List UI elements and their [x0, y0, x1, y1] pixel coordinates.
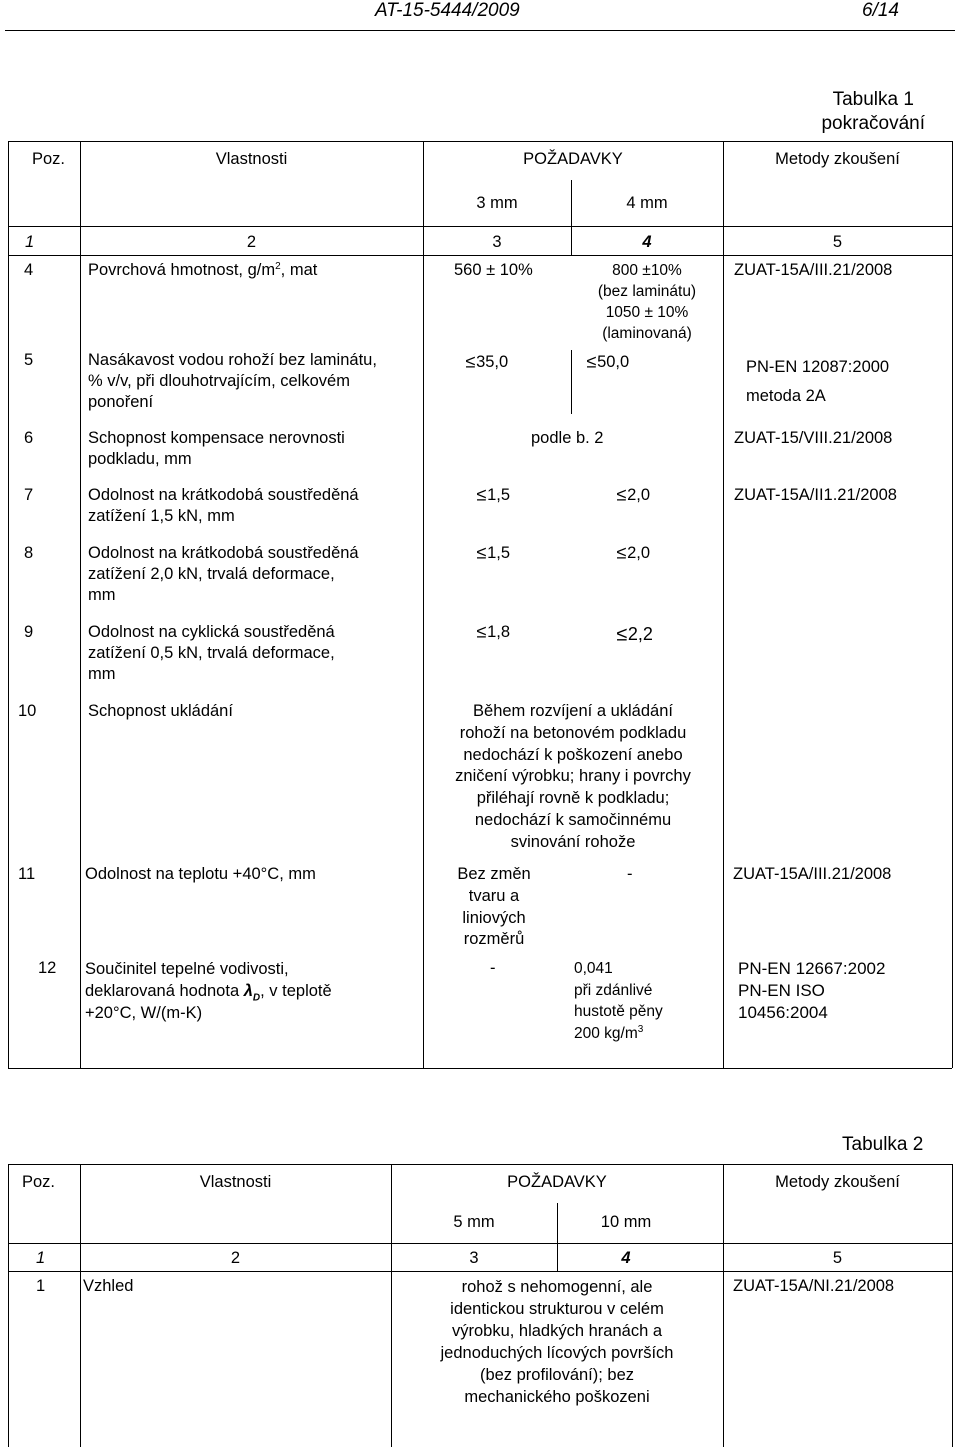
t1-row12-property: Součinitel tepelné vodivosti, deklarovaná hodnota $\lambda_D$, v teplotě +20°C, W/(m-K) — [85, 960, 332, 1022]
t2-rule-col1 — [80, 1164, 81, 1447]
t2-rule-header — [8, 1243, 952, 1244]
t1-row5-property: Nasákavost vodou rohoží bez laminátu, % v/v, při dlouhotrvajícím, celkovém ponoření — [88, 351, 377, 411]
t1-row9-value-4mm: ≤ 2,2 — [617, 624, 653, 645]
t2-colnum-5: 5 — [832, 1249, 843, 1267]
t2-colnum-2: 2 — [230, 1249, 241, 1267]
t1-colnum-2: 2 — [246, 233, 257, 251]
t1-header-3mm: 3 mm — [476, 194, 518, 212]
table2-caption: Tabulka 2 — [842, 1134, 924, 1155]
t1-colnum-1: 1 — [25, 233, 35, 251]
t1-rule-col1 — [80, 141, 81, 1068]
t1-colnum-3: 3 — [492, 233, 502, 251]
t1-rule-col4 — [723, 141, 724, 1068]
t1-header-properties: Vlastnosti — [215, 150, 288, 168]
t1-rule-top — [8, 141, 952, 142]
t1-row12-value-4mm: 0,041 při zdánlivé hustotě pěny 200 $kg/m^3$ — [574, 960, 663, 1042]
t2-rule-right — [952, 1164, 953, 1447]
t1-header-4mm: 4 mm — [626, 194, 668, 212]
t1-row8-value-3mm: ≤ 1,5 — [477, 543, 510, 564]
t2-header-methods: Metody zkoušení — [775, 1173, 900, 1191]
t1-row6-pos: 6 — [24, 429, 34, 447]
t2-header-10mm: 10 mm — [600, 1213, 652, 1231]
t2-colnum-1: 1 — [36, 1249, 46, 1267]
t1-row4-pos: 4 — [24, 261, 34, 279]
t1-row4-method: ZUAT-15A/III.21/2008 — [734, 261, 893, 279]
t2-header-requirements: POŽADAVKY — [507, 1173, 607, 1191]
t1-row10-property: Schopnost ukládání — [88, 702, 233, 720]
t1-row7-pos: 7 — [24, 486, 34, 504]
t1-rule-left — [8, 141, 9, 1068]
t1-colnum-5: 5 — [832, 233, 843, 251]
t2-header-pos: Poz. — [22, 1173, 56, 1191]
t2-colnum-4: 4 — [621, 1249, 631, 1267]
t1-row5-value-4mm: ≤ 50,0 — [587, 352, 629, 373]
table1-caption — [821, 88, 925, 136]
t1-row11-pos: 11 — [18, 865, 36, 883]
t1-row4-value-3mm: 560 ± 10% — [454, 261, 533, 279]
t1-row7-method: ZUAT-15A/II1.21/2008 — [734, 486, 897, 504]
t1-row8-property: Odolnost na krátkodobá soustředěná zatížení 2,0 kN, trvalá deformace, mm — [88, 544, 359, 604]
t1-row6-property: Schopnost kompensace nerovnosti podkladu, mm — [88, 429, 345, 468]
t1-row7-property: Odolnost na krátkodobá soustředěná zatížení 1,5 kN, mm — [88, 486, 359, 525]
t2-row1-method: ZUAT-15A/NI.21/2008 — [733, 1277, 895, 1295]
t1-rule-row5-split — [571, 350, 572, 414]
t1-row8-pos: 8 — [24, 544, 34, 562]
t1-header-methods: Metody zkoušení — [775, 150, 900, 168]
t1-row6-value: podle b. 2 — [531, 429, 604, 447]
t1-row11-value-4mm: - — [627, 865, 633, 883]
document-id: AT-15-5444/2009 — [375, 0, 520, 21]
t1-row6-method: ZUAT-15/VIII.21/2008 — [734, 429, 893, 447]
t1-row11-method: ZUAT-15A/III.21/2008 — [733, 865, 892, 883]
page-number: 6/14 — [862, 0, 899, 21]
t1-rule-colnums — [8, 255, 952, 256]
t1-rule-bottom — [8, 1068, 952, 1069]
t1-row4-value-4mm: 800 ±10% (bez laminátu) 1050 ± 10% (laminovaná) — [597, 262, 697, 342]
t1-row10-pos: 10 — [18, 702, 37, 720]
t1-row10-value: Během rozvíjení a ukládání rohoží na betonovém podkladu nedochází k poškození anebo zničení výrobku; hrany i povrchy přiléhají rovně k podkladu; nedochází k samočinnému svinování rohože — [455, 702, 691, 851]
t2-colnum-3: 3 — [469, 1249, 479, 1267]
t1-row9-value-3mm: ≤ 1,8 — [477, 622, 510, 643]
header-rule — [5, 30, 955, 31]
t1-header-requirements: POŽADAVKY — [523, 150, 623, 168]
table1-caption-title: Tabulka 1 — [832, 89, 914, 110]
t1-row7-value-4mm: ≤ 2,0 — [617, 485, 650, 506]
t1-colnum-4: 4 — [642, 233, 652, 251]
t1-rule-header — [8, 226, 952, 227]
t1-row5-value-3mm: ≤ 35,0 — [466, 352, 508, 373]
t1-row9-property: Odolnost na cyklická soustředěná zatížení 0,5 kN, trvalá deformace, mm — [88, 623, 335, 683]
table1-caption-subtitle: pokračování — [821, 113, 925, 134]
t2-header-properties: Vlastnosti — [199, 1173, 272, 1191]
t1-row11-value-3mm: Bez změn tvaru a liniových rozměrů — [457, 865, 531, 949]
t1-row12-pos: 12 — [38, 959, 57, 977]
t1-row7-value-3mm: ≤ 1,5 — [477, 485, 510, 506]
t1-row5-method: PN-EN 12087:2000 metoda 2A — [746, 358, 890, 405]
t1-row12-method: PN-EN 12667:2002 PN-EN ISO 10456:2004 — [738, 959, 886, 1022]
t2-rule-colnums — [8, 1271, 952, 1272]
t2-header-5mm: 5 mm — [453, 1213, 495, 1231]
t1-row5-pos: 5 — [24, 351, 34, 369]
t1-row4-property: Povrchová hmotnost, $g/m^2$, mat — [88, 261, 318, 279]
t2-row1-property: Vzhled — [83, 1277, 134, 1295]
t1-row9-pos: 9 — [24, 623, 34, 641]
t1-row8-value-4mm: ≤ 2,0 — [617, 543, 650, 564]
t1-row11-property: Odolnost na teplotu +40°C, mm — [85, 865, 316, 883]
t2-rule-left — [8, 1164, 9, 1447]
t2-row1-value: rohož s nehomogenní, ale identickou strukturou v celém výrobku, hladkých hranách a jednoduchých lícových površích (bez profilování); bez mechanického poškozeni — [440, 1278, 674, 1406]
t1-row12-value-3mm: - — [490, 959, 496, 977]
t1-rule-right — [952, 141, 953, 1068]
t1-header-pos: Poz. — [32, 150, 66, 168]
t2-row1-pos: 1 — [36, 1277, 46, 1295]
t2-rule-col4 — [723, 1164, 724, 1447]
t2-rule-top — [8, 1164, 952, 1165]
